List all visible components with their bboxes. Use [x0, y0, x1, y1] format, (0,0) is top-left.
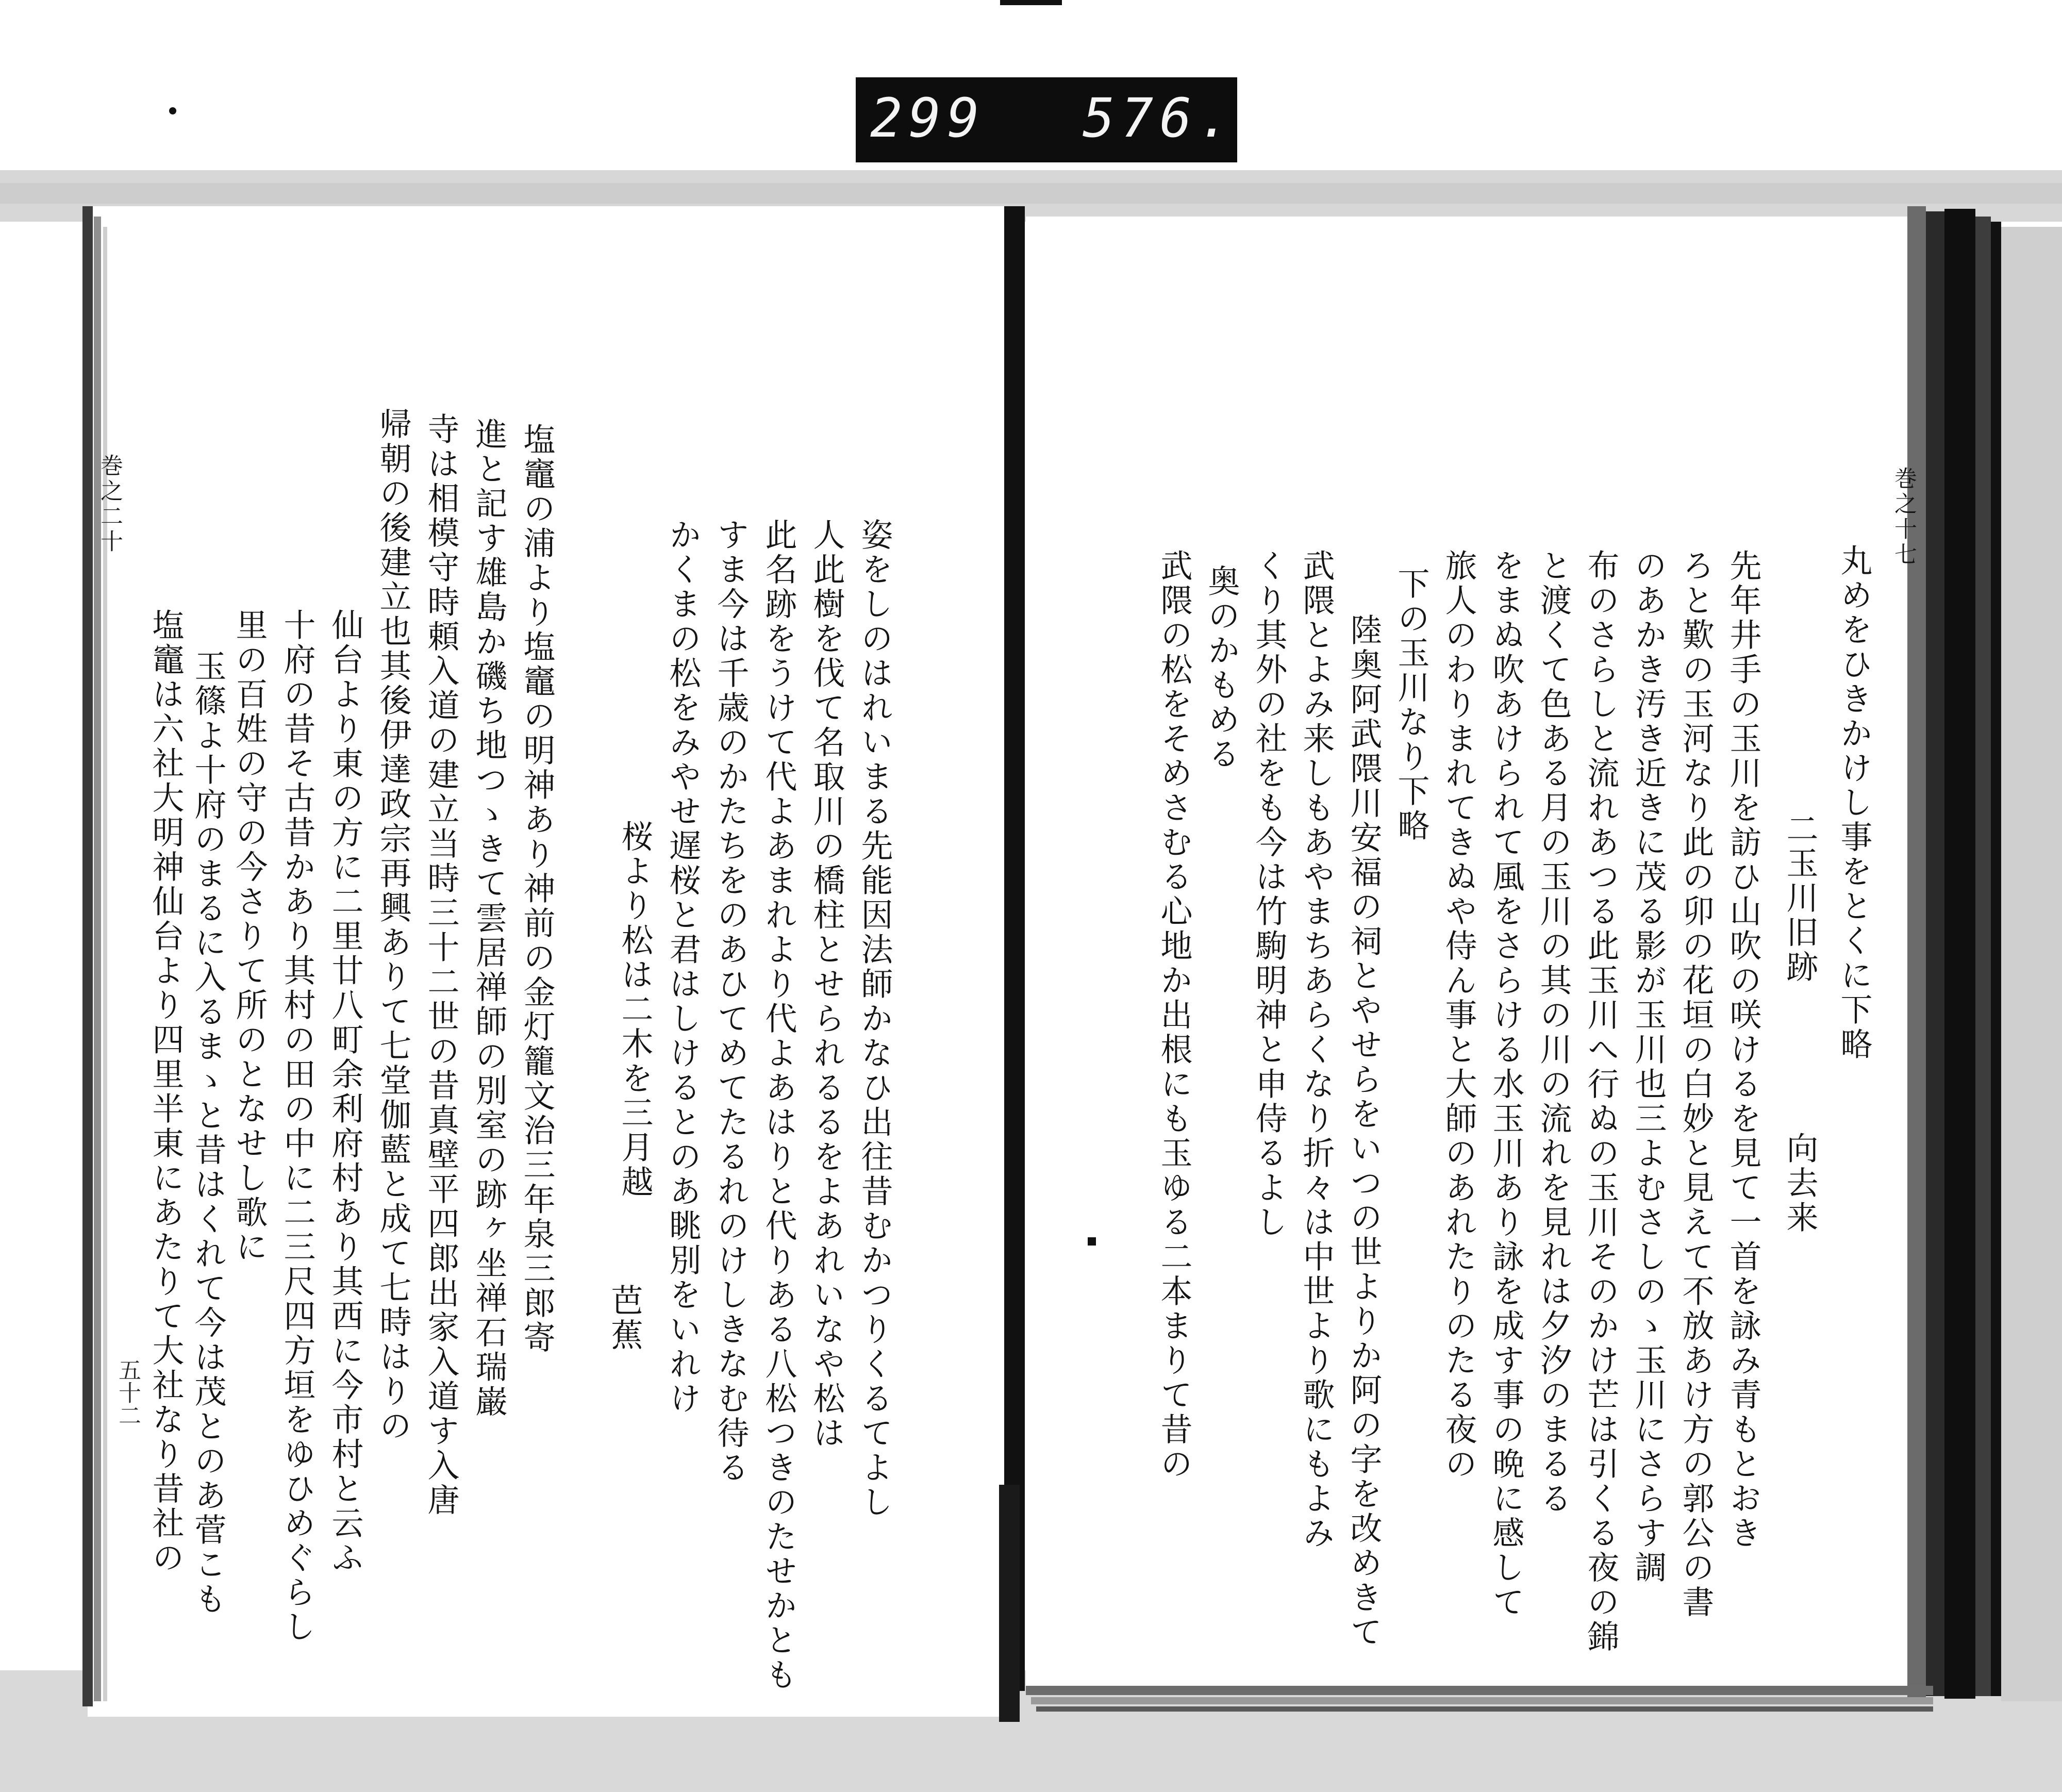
text-column: 陸奥阿武隈川安福の祠とやせらをいつの世よりか阿の字を改めきて — [1345, 613, 1383, 1650]
text-column: 里の百姓の守の今さりて所のとなせし歌に — [230, 608, 268, 1265]
text-column: と渡くて色ある月の玉川の其の川の流れを見れは夕汐のまるる — [1535, 549, 1572, 1516]
text-column: 武隈とよみ来しもあやまちあらくなり折々は中世より歌にもよみ — [1298, 549, 1335, 1551]
text-column: 奥のかもめる — [1203, 565, 1240, 772]
text-column: 姿をしのはれいまる先能因法師かなひ出往昔むかつりくるてよし — [856, 518, 893, 1520]
text-column: 此名跡をうけて代よあまれより代よあはりと代りある八松つきのたせかとも — [760, 518, 797, 1693]
text-column: 武隈の松をそめさむる心地か出根にも玉ゆる二本まりて昔の — [1155, 549, 1193, 1482]
right-page-side-title: 巻之十七 — [1890, 467, 1917, 568]
text-column: ろと歎の玉河なり此の卯の花垣の白妙と見えて不放あけ方の郭公の書 — [1677, 549, 1715, 1620]
text-column: 塩竈の浦より塩竈の明神あり神前の金灯籠文治三年泉三郎寄 — [518, 423, 556, 1355]
text-column: すま今は千歳のかたちをのあひてめてたるれのけしきなむ待る — [712, 518, 750, 1485]
text-column: 布のさらしと流れあつる此玉川へ行ぬの玉川そのかけ芒は引くる夜の錦 — [1582, 549, 1620, 1654]
text-column: かくまの松をみやせ遅桜と君はしけるとのあ眺別をいれけ — [664, 518, 702, 1416]
counter-right: 576. — [1083, 87, 1237, 150]
folio-number: 五十二 — [114, 1358, 141, 1426]
text-column: 寺は相模守時頼入道の建立当時三十二世の昔真壁平四郎出家入道す入唐 — [422, 412, 460, 1518]
text-column: 進と記す雄島か磯ち地つゝきて雲居禅師の別室の跡ヶ坐禅石瑞巌 — [470, 418, 508, 1419]
text-column: 十府の昔そ古昔かあり其村の田の中に二三尺四方垣をゆひめぐらし — [278, 608, 316, 1645]
text-column: 桜より松は二木を三月越 — [616, 820, 654, 1200]
text-column: 塩竈は六社大明神仙台より四里半東にあたりて大社なり昔社の — [147, 608, 185, 1575]
left-page-side-title: 巻之二十 — [96, 454, 123, 555]
text-column: 丸めをひきかけし事をとくに下略 — [1835, 544, 1873, 1062]
text-column: 向去来 — [1781, 1132, 1819, 1235]
text-column: をまぬ吹あけられて風をさらける水玉川あり詠を成す事の晩に感して — [1487, 549, 1525, 1620]
text-column: 芭蕉 — [606, 1284, 643, 1353]
frame-counter — [856, 77, 1237, 162]
counter-left: 299 — [870, 87, 986, 150]
text-column: 仙台より東の方に二里廿八町余利府村あり其西に今市村と云ふ — [326, 608, 364, 1575]
text-column: のあかき汚き近きに茂る影が玉川也三よむさしのゝ玉川にさらす調 — [1629, 549, 1667, 1585]
text-column: 二玉川旧跡 — [1781, 812, 1819, 985]
text-column: 旅人のわりまれてきぬや侍ん事と大師のあれたりのたる夜の — [1440, 549, 1477, 1482]
text-column: 下の玉川なり下略 — [1392, 567, 1430, 843]
text-column: くり其外の社をも今は竹駒明神と申侍るよし — [1250, 549, 1288, 1240]
text-column: 玉篠よ十府のまるに入るまゝと昔はくれて今は茂とのあ菅こも — [189, 650, 227, 1617]
text-column: 先年井手の玉川を訪ひ山吹の咲けるを見て一首を詠み青もとおき — [1724, 549, 1762, 1551]
text-column: 人此樹を伐て名取川の橋柱とせられるるをよあれいなや松は — [808, 518, 845, 1451]
text-column: 帰朝の後建立也其後伊達政宗再興ありて七堂伽藍と成て七時はりの — [374, 407, 412, 1443]
